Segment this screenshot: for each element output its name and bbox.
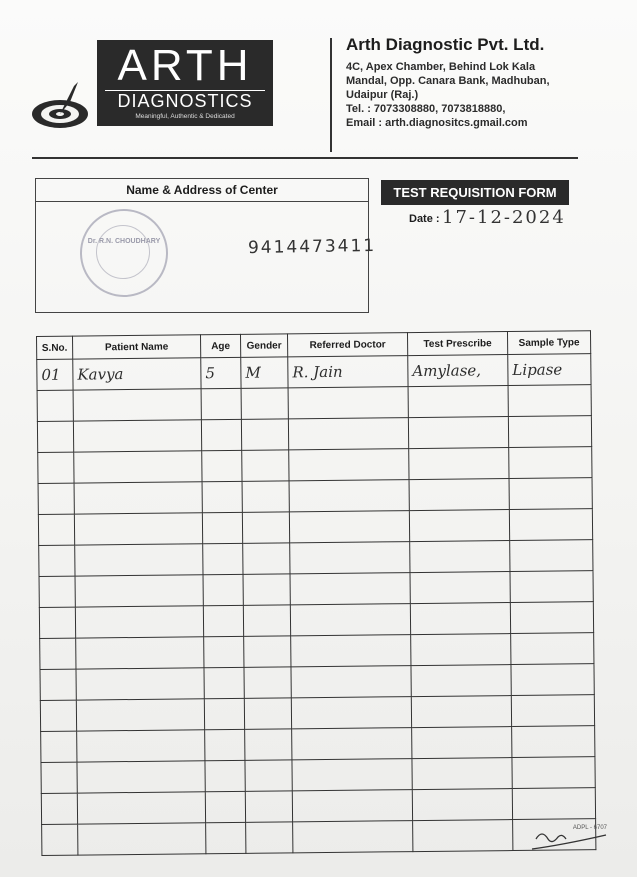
blank-cell	[78, 823, 206, 855]
blank-cell	[509, 478, 592, 510]
blank-cell	[409, 479, 509, 511]
blank-cell	[511, 664, 594, 696]
email-line: Email : arth.diagnositcs.gmail.com	[346, 117, 528, 129]
blank-cell	[411, 696, 511, 728]
blank-cell	[412, 758, 512, 790]
cell-sample-type: Lipase	[508, 354, 591, 386]
company-name: Arth Diagnostic Pvt. Ltd.	[346, 35, 545, 54]
blank-cell	[245, 791, 292, 822]
blank-cell	[292, 790, 412, 822]
header-gender: Gender	[240, 334, 287, 357]
blank-cell	[292, 728, 412, 760]
header-sample-type: Sample Type	[507, 331, 590, 355]
blank-cell	[40, 669, 76, 700]
logo-tagline: Meaningful, Authentic & Dedicated	[135, 113, 235, 120]
blank-cell	[41, 731, 77, 762]
blank-cell	[288, 418, 408, 450]
blank-cell	[244, 698, 291, 729]
blank-cell	[245, 760, 292, 791]
blank-cell	[289, 511, 409, 543]
center-box	[35, 178, 377, 313]
blank-cell	[512, 726, 595, 758]
blank-cell	[73, 420, 201, 452]
header-divider	[330, 38, 332, 152]
blank-cell	[288, 387, 408, 419]
blank-cell	[411, 665, 511, 697]
blank-cell	[510, 571, 593, 603]
target-check-icon	[30, 80, 100, 130]
blank-cell	[74, 513, 202, 545]
blank-cell	[74, 451, 202, 483]
blank-cell	[201, 419, 241, 450]
blank-cell	[42, 824, 78, 855]
blank-cell	[242, 512, 289, 543]
blank-cell	[410, 603, 510, 635]
blank-cell	[205, 791, 245, 822]
logo-box	[97, 40, 273, 126]
blank-cell	[413, 820, 513, 852]
blank-cell	[508, 416, 591, 448]
blank-cell	[412, 727, 512, 759]
blank-cell	[40, 638, 76, 669]
blank-cell	[41, 762, 77, 793]
blank-cell	[242, 481, 289, 512]
header-age: Age	[200, 334, 240, 357]
blank-cell	[38, 483, 74, 514]
phone-line: Tel. : 7073308880, 7073818880,	[346, 103, 506, 115]
blank-cell	[205, 760, 245, 791]
blank-cell	[511, 695, 594, 727]
blank-cell	[246, 822, 293, 853]
blank-cell	[245, 729, 292, 760]
stamp-text: Dr. R.N. CHOUDHARY	[87, 238, 161, 245]
blank-cell	[38, 514, 74, 545]
table-row	[42, 819, 596, 856]
blank-cell	[40, 700, 76, 731]
blank-cell	[37, 390, 73, 421]
cell-age: 5	[201, 357, 241, 388]
blank-cell	[39, 576, 75, 607]
form-reference: ADPL - 6707	[572, 825, 607, 831]
blank-cell	[75, 606, 203, 638]
blank-cell	[244, 667, 291, 698]
header-referred-doctor: Referred Doctor	[287, 333, 407, 357]
address-line: Mandal, Opp. Canara Bank, Madhuban,	[346, 75, 550, 87]
blank-cell	[77, 730, 205, 762]
blank-cell	[242, 450, 289, 481]
company-info	[346, 34, 626, 130]
blank-cell	[291, 697, 411, 729]
blank-cell	[243, 574, 290, 605]
blank-cell	[290, 542, 410, 574]
blank-cell	[38, 452, 74, 483]
header-rule	[32, 157, 578, 159]
blank-cell	[203, 543, 243, 574]
blank-cell	[289, 480, 409, 512]
blank-cell	[202, 481, 242, 512]
blank-cell	[412, 789, 512, 821]
blank-cell	[510, 602, 593, 634]
blank-cell	[75, 544, 203, 576]
blank-cell	[290, 573, 410, 605]
blank-cell	[289, 449, 409, 481]
logo-sub: DIAGNOSTICS	[117, 91, 253, 111]
cell-patient-name: Kavya	[73, 358, 201, 390]
blank-cell	[73, 389, 201, 421]
blank-cell	[77, 792, 205, 824]
blank-cell	[410, 541, 510, 573]
blank-cell	[201, 388, 241, 419]
blank-cell	[509, 447, 592, 479]
blank-cell	[510, 540, 593, 572]
blank-cell	[74, 482, 202, 514]
blank-cell	[75, 575, 203, 607]
blank-cell	[508, 385, 591, 417]
blank-cell	[293, 821, 413, 853]
blank-cell	[291, 635, 411, 667]
blank-cell	[511, 633, 594, 665]
form-title: TEST REQUISITION FORM	[381, 180, 569, 205]
blank-cell	[76, 668, 204, 700]
header-sno: S.No.	[37, 336, 73, 359]
center-title: Name & Address of Center	[36, 179, 368, 202]
blank-cell	[409, 510, 509, 542]
blank-cell	[241, 388, 288, 419]
blank-cell	[202, 450, 242, 481]
blank-cell	[509, 509, 592, 541]
blank-cell	[203, 574, 243, 605]
blank-cell	[241, 419, 288, 450]
blank-cell	[204, 636, 244, 667]
blank-cell	[41, 793, 77, 824]
address-line: 4C, Apex Chamber, Behind Lok Kala	[346, 61, 536, 73]
blank-cell	[292, 759, 412, 791]
blank-cell	[203, 605, 243, 636]
blank-cell	[37, 421, 73, 452]
blank-cell	[39, 545, 75, 576]
center-phone: 9414473411	[247, 235, 377, 259]
blank-cell	[290, 604, 410, 636]
date-label: Date :	[409, 213, 440, 225]
blank-cell	[243, 543, 290, 574]
blank-cell	[512, 788, 595, 820]
blank-cell	[408, 417, 508, 449]
blank-cell	[243, 605, 290, 636]
blank-cell	[204, 698, 244, 729]
blank-cell	[39, 607, 75, 638]
blank-cell	[512, 757, 595, 789]
patient-table	[36, 330, 596, 856]
logo	[30, 40, 253, 140]
logo-brand: ARTH	[117, 41, 253, 90]
header-patient-name: Patient Name	[73, 335, 201, 359]
blank-cell	[204, 667, 244, 698]
cell-referred-doctor: R. Jain	[288, 356, 408, 388]
company-address	[346, 60, 626, 130]
blank-cell	[244, 636, 291, 667]
blank-cell	[409, 448, 509, 480]
blank-cell	[206, 822, 246, 853]
date-value: 17-12-2024	[442, 207, 566, 228]
blank-cell	[410, 572, 510, 604]
center-stamp	[80, 209, 168, 297]
blank-cell	[77, 761, 205, 793]
cell-sno: 01	[37, 359, 73, 390]
blank-cell	[76, 637, 204, 669]
blank-cell	[202, 512, 242, 543]
cell-test-prescribe: Amylase,	[408, 355, 508, 387]
blank-cell	[205, 729, 245, 760]
address-line: Udaipur (Raj.)	[346, 89, 419, 101]
header-test-prescribe: Test Prescribe	[407, 332, 507, 356]
blank-cell	[411, 634, 511, 666]
cell-gender: M	[241, 357, 288, 388]
blank-cell	[408, 386, 508, 418]
blank-cell	[291, 666, 411, 698]
blank-cell	[76, 699, 204, 731]
